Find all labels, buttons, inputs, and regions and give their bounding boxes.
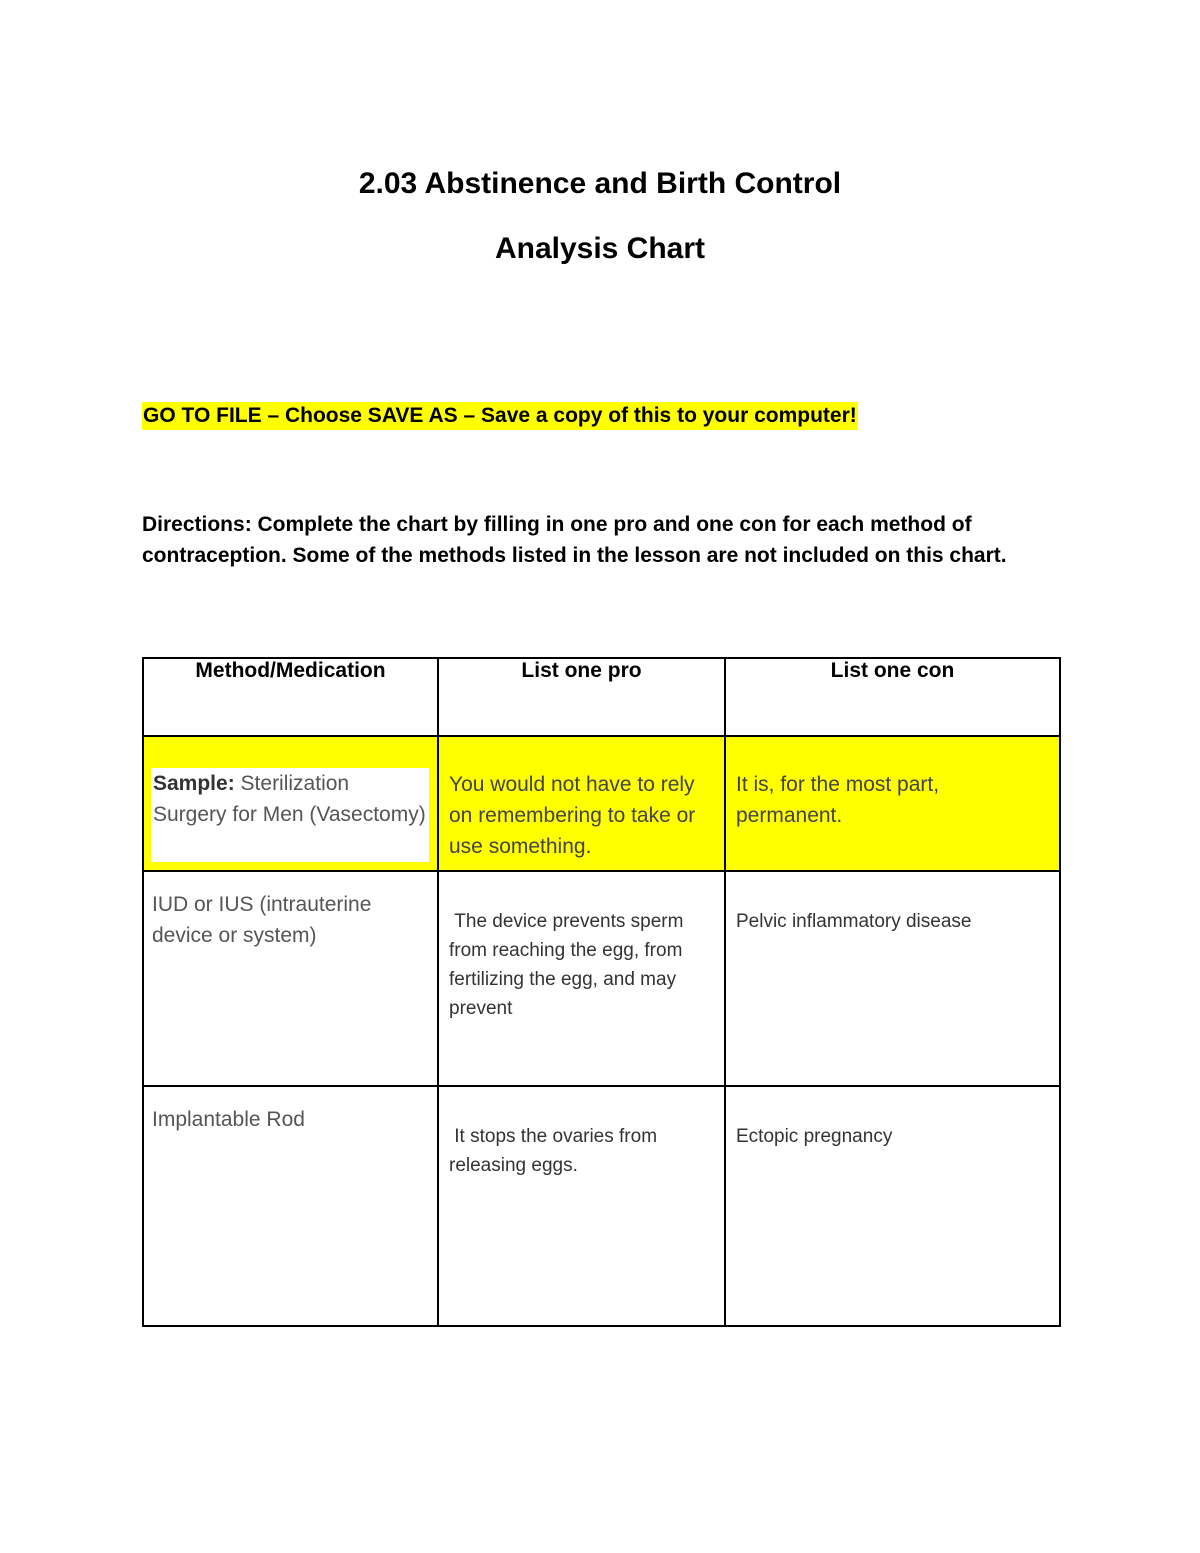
table-row bbox=[143, 1086, 1060, 1326]
pro-cell[interactable] bbox=[438, 1086, 725, 1326]
method-text: Implantable Rod bbox=[152, 1108, 305, 1131]
pro-text: The device prevents sperm from reaching the egg, from fertilizing the egg, and may prevent bbox=[449, 911, 689, 1019]
save-instruction-highlight: GO TO FILE – Choose SAVE AS – Save a copy of this to your computer! bbox=[142, 402, 858, 430]
sample-method-cell[interactable] bbox=[143, 736, 438, 871]
sample-con-text: It is, for the most part, permanent. bbox=[736, 773, 940, 827]
method-text: IUD or IUS (intrauterine device or system) bbox=[152, 893, 372, 947]
con-cell[interactable] bbox=[725, 1086, 1060, 1326]
method-cell[interactable] bbox=[143, 1086, 438, 1326]
con-text: Pelvic inflammatory disease bbox=[736, 911, 972, 932]
sample-pro-cell[interactable] bbox=[438, 736, 725, 871]
document-title: 2.03 Abstinence and Birth Control bbox=[358, 167, 842, 200]
sample-row bbox=[143, 736, 1060, 871]
sample-con-cell[interactable] bbox=[725, 736, 1060, 871]
sample-method-text: Sterilization Surgery for Men (Vasectomy) bbox=[153, 772, 426, 826]
analysis-chart-table bbox=[142, 657, 1061, 1327]
sample-method-box bbox=[151, 768, 429, 862]
method-cell[interactable] bbox=[143, 871, 438, 1086]
con-cell[interactable] bbox=[725, 871, 1060, 1086]
table-row bbox=[143, 871, 1060, 1086]
sample-pro-text: You would not have to rely on remembering to take or use something. bbox=[449, 773, 696, 858]
header-pro: List one pro bbox=[438, 658, 725, 736]
directions-text: Directions: Complete the chart by filling in one pro and one con for each method of contraception. Some of the methods listed in the lesson are not included on this chart. bbox=[142, 513, 1007, 567]
document-subtitle: Analysis Chart bbox=[494, 232, 706, 265]
pro-text: It stops the ovaries from releasing eggs. bbox=[449, 1126, 663, 1176]
header-method: Method/Medication bbox=[143, 658, 438, 736]
sample-label: Sample: bbox=[153, 772, 235, 795]
table-header-row bbox=[143, 658, 1060, 736]
pro-cell[interactable] bbox=[438, 871, 725, 1086]
con-text: Ectopic pregnancy bbox=[736, 1126, 893, 1147]
header-con: List one con bbox=[725, 658, 1060, 736]
